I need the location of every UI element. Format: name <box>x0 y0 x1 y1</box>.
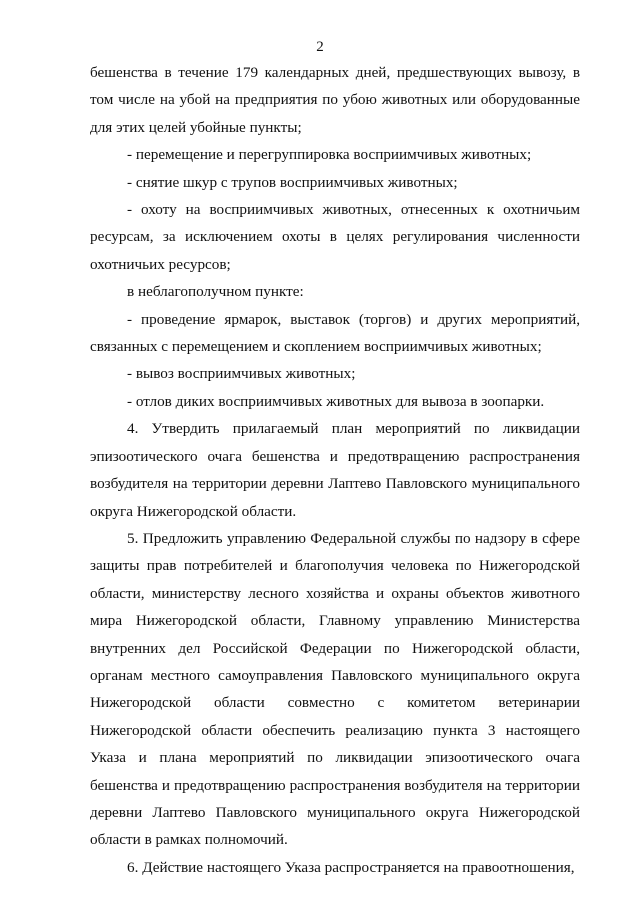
document-body <box>90 59 580 881</box>
paragraph-continuation: бешенства в течение 179 календарных дней, предшествующих вывозу, в том числе на убой на предприятия по убою животных или оборудованные для этих целей убойные пункты; <box>90 64 580 136</box>
list-item-relocation: - перемещение и перегруппировка восприимчивых животных; <box>127 146 532 164</box>
subheading-unfavorable-point: в неблагополучном пункте: <box>127 283 304 301</box>
paragraph-item-5: 5. Предложить управлению Федеральной службы по надзору в сфере защиты прав потребителей и благополучия человека по Нижегородской области, министерству лесного хозяйства и охраны объектов животного мира Нижегородской области, Главному управлению Министерства внутренних дел Российской Федерации по Нижегородской области, органам местного самоуправления Павловского муниципального округа Нижегородской области совместно с комитетом ветеринарии Нижегородской области обеспечить реализацию пункта 3 настоящего Указа и плана мероприятий по ликвидации эпизоотического очага бешенства и предотвращению распространения возбудителя на территории деревни Лаптево Павловского муниципального округа Нижегородской области в рамках полномочий. <box>90 529 580 849</box>
page-number: 2 <box>316 39 324 55</box>
list-item-fairs: - проведение ярмарок, выставок (торгов) и других мероприятий, связанных с перемещением и скоплением восприимчивых животных; <box>90 310 580 356</box>
list-item-export: - вывоз восприимчивых животных; <box>127 365 356 383</box>
paragraph-item-4: 4. Утвердить прилагаемый план мероприятий по ликвидации эпизоотического очага бешенства и предотвращению распространения возбудителя на территории деревни Лаптево Павловского муниципального округа Нижегородской области. <box>90 420 580 520</box>
list-item-skinning: - снятие шкур с трупов восприимчивых животных; <box>127 173 458 191</box>
paragraph-item-6: 6. Действие настоящего Указа распространяется на правоотношения, <box>127 858 575 876</box>
list-item-capture: - отлов диких восприимчивых животных для вывоза в зоопарки. <box>127 392 545 410</box>
list-item-hunting: - охоту на восприимчивых животных, отнесенных к охотничьим ресурсам, за исключением охоты в целях регулирования численности охотничьих ресурсов; <box>90 201 580 273</box>
